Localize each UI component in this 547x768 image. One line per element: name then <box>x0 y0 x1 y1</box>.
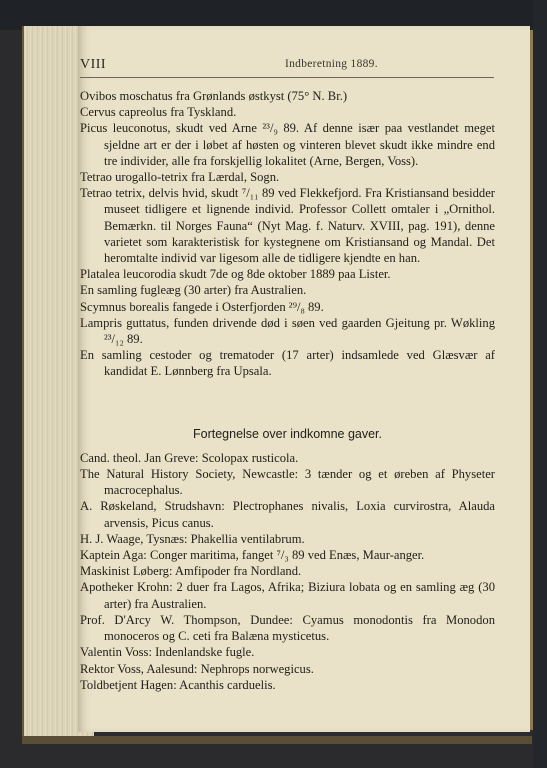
gift-entry: Cand. theol. Jan Greve: Scolopax rusticola. <box>80 450 299 465</box>
entry-paragraph: En samling fugleæg (30 arter) fra Australien. <box>80 283 307 298</box>
entry-paragraph: Tetrao urogallo-tetrix fra Lærdal, Sogn. <box>80 170 280 185</box>
book-cover-right <box>533 0 547 768</box>
gift-entry: Toldbetjent Hagen: Acanthis carduelis. <box>80 677 276 692</box>
page-body <box>80 88 495 693</box>
gift-entry: H. J. Waage, Tysnæs: Phakellia ventilabrum. <box>80 531 305 546</box>
entry-paragraph: Cervus capreolus fra Tyskland. <box>80 105 237 120</box>
gift-entry: Rektor Voss, Aalesund: Nephrops norwegicus. <box>80 661 314 676</box>
entry-paragraph: Picus leuconotus, skudt ved Arne ²³/₉ 89. Af denne især paa vestlandet meget sjeldne art er der i løbet af høsten og vinteren blevet skudt ikke mindre end tre individer, alle fra forskjellig lokalitet (Arne, Bergen, Voss). <box>80 121 495 168</box>
gift-entry: The Natural History Society, Newcastle: 3 tænder og et øreben af Physeter macrocephalus. <box>80 467 495 498</box>
gift-entry: Maskinist Løberg: Amfipoder fra Nordland. <box>80 564 302 579</box>
entry-paragraph: Tetrao tetrix, delvis hvid, skudt ⁷/₁₁ 89 ved Flekkefjord. Fra Kristiansand besidder museet tidligere et lignende individ. Professor Collett omtaler i „Ornithol. Bemærkn. til Norges Fauna“ (Nyt Mag. f. Naturv. XVIII, pag. 191), denne varietet som karakteristisk for kystegnene om Kristiansand og Mandal. Det heromtalte individ var ligesom alle de tidligere kjendte en han. <box>80 186 495 266</box>
running-head: Indberetning 1889. <box>285 58 378 70</box>
section-heading: Fortegnelse over indkomne gaver. <box>193 426 382 441</box>
book-spine-edge <box>530 30 533 730</box>
gift-entry: A. Røskeland, Strudshavn: Plectrophanes nivalis, Loxia curvirostra, Alauda arvensis, Picus canus. <box>80 499 495 530</box>
entry-paragraph: En samling cestoder og trematoder (17 arter) indsamlede ved Glæsvær af kandidat E. Lønnberg fra Upsala. <box>80 348 495 379</box>
entry-paragraph: Ovibos moschatus fra Grønlands østkyst (75° N. Br.) <box>80 89 348 103</box>
gift-entry: Apotheker Krohn: 2 duer fra Lagos, Afrika; Biziura lobata og en samling æg (30 arter) fra Australien. <box>80 580 495 611</box>
gift-entry: Prof. D'Arcy W. Thompson, Dundee: Cyamus monodontis fra Monodon monoceros og C. ceti fra Balæna mysticetus. <box>80 612 495 644</box>
gift-entry: Kaptein Aga: Conger maritima, fanget ⁷/₃ 89 ved Enæs, Maur-anger. <box>80 548 425 563</box>
page-header <box>80 33 492 73</box>
entry-paragraph: Scymnus borealis fangede i Osterfjorden ²⁹/₈ 89. <box>80 299 324 314</box>
gift-entry: Valentin Voss: Indenlandske fugle. <box>80 645 255 660</box>
page-number: VIII <box>80 57 107 72</box>
entry-paragraph: Lampris guttatus, funden drivende død i søen ved gaarden Gjeitung pr. Wøkling ²³/₁₂ 89. <box>80 315 495 347</box>
page-bottom-edge <box>22 736 532 744</box>
entry-paragraph: Platalea leucorodia skudt 7de og 8de oktober 1889 paa Lister. <box>80 267 391 282</box>
header-rule <box>80 77 494 78</box>
